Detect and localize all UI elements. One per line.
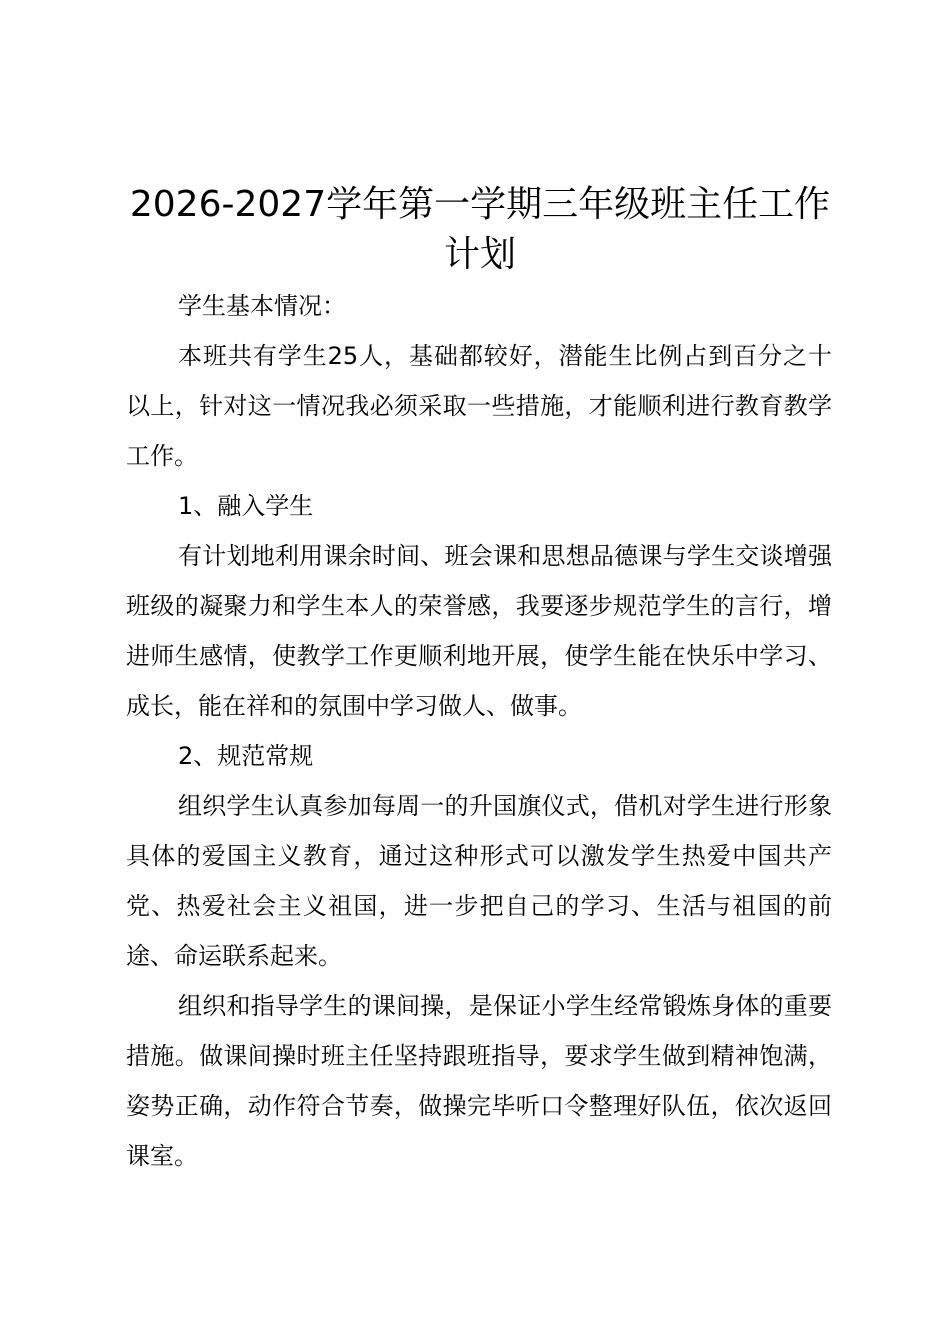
paragraph-flag-ceremony: 组织学生认真参加每周一的升国旗仪式，借机对学生进行形象具体的爱国主义教育，通过这种形式可以激发学生热爱中国共产党、热爱社会主义祖国，进一步把自己的学习、生活与祖国的前途、命运联系起来。 <box>126 792 832 970</box>
document-body <box>126 281 832 1181</box>
paragraph-class-overview: 本班共有学生25人，基础都较好，潜能生比例占到百分之十以上，针对这一情况我必须采取一些措施，才能顺利进行教育教学工作。 <box>126 342 832 470</box>
section-heading-basic-info: 学生基本情况： <box>178 292 346 320</box>
paragraph-exercise: 组织和指导学生的课间操，是保证小学生经常锻炼身体的重要措施。做课间操时班主任坚持跟班指导，要求学生做到精神饱满，姿势正确，动作符合节奏，做操完毕听口令整理好队伍，依次返回课室。 <box>126 992 832 1170</box>
document-title: 2026-2027学年第一学期三年级班主任工作计划 <box>129 184 831 275</box>
section-heading-routine: 2、规范常规 <box>178 742 314 770</box>
section-heading-integrate-students: 1、融入学生 <box>178 492 314 520</box>
paragraph-integrate-students: 有计划地利用课余时间、班会课和思想品德课与学生交谈增强班级的凝聚力和学生本人的荣誉感，我要逐步规范学生的言行，增进师生感情，使教学工作更顺利地开展，使学生能在快乐中学习、成长，能在祥和的氛围中学习做人、做事。 <box>126 542 832 720</box>
